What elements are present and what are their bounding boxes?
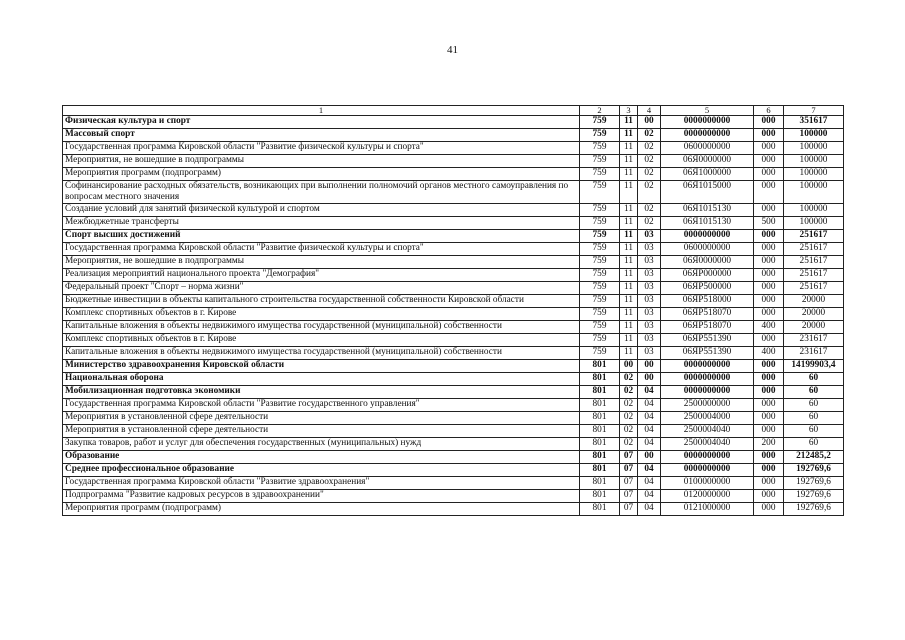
row-name-cell: Мобилизационная подготовка экономики	[63, 386, 580, 399]
table-row	[63, 373, 844, 386]
row-name-cell: Федеральный проект "Спорт – норма жизни"	[63, 282, 580, 295]
subsection-code-cell: 04	[638, 503, 661, 516]
section-code-cell: 11	[620, 269, 638, 282]
section-code-cell: 07	[620, 464, 638, 477]
table-row	[63, 490, 844, 503]
ministry-code-cell: 801	[580, 451, 620, 464]
table-row	[63, 282, 844, 295]
amount-cell: 100000	[784, 142, 844, 155]
row-name-cell: Подпрограмма "Развитие кадровых ресурсов в здравоохранении"	[63, 490, 580, 503]
row-name-cell: Государственная программа Кировской области "Развитие государственного управления"	[63, 399, 580, 412]
amount-cell: 100000	[784, 155, 844, 168]
amount-cell: 60	[784, 386, 844, 399]
section-code-cell: 11	[620, 334, 638, 347]
row-name-cell: Мероприятия в установленной сфере деятельности	[63, 425, 580, 438]
column-number-3: 3	[620, 106, 638, 116]
row-name-cell: Реализация мероприятий национального проекта "Демография"	[63, 269, 580, 282]
row-name-cell: Массовый спорт	[63, 129, 580, 142]
target-article-cell: 2500004040	[661, 425, 754, 438]
ministry-code-cell: 801	[580, 425, 620, 438]
expense-type-cell: 000	[754, 142, 784, 155]
expense-type-cell: 000	[754, 256, 784, 269]
amount-cell: 251617	[784, 269, 844, 282]
table-row	[63, 129, 844, 142]
row-name-cell: Спорт высших достижений	[63, 230, 580, 243]
ministry-code-cell: 759	[580, 295, 620, 308]
section-code-cell: 11	[620, 230, 638, 243]
table-row	[63, 386, 844, 399]
section-code-cell: 11	[620, 116, 638, 129]
ministry-code-cell: 801	[580, 386, 620, 399]
subsection-code-cell: 03	[638, 230, 661, 243]
target-article-cell: 0000000000	[661, 451, 754, 464]
target-article-cell: 06ЯР518070	[661, 308, 754, 321]
table-row	[63, 425, 844, 438]
amount-cell: 251617	[784, 243, 844, 256]
target-article-cell: 06Я1015000	[661, 181, 754, 204]
amount-cell: 20000	[784, 308, 844, 321]
target-article-cell: 06Я1015130	[661, 217, 754, 230]
table-row	[63, 360, 844, 373]
subsection-code-cell: 02	[638, 129, 661, 142]
ministry-code-cell: 759	[580, 243, 620, 256]
row-name-cell: Комплекс спортивных объектов в г. Кирове	[63, 334, 580, 347]
row-name-cell: Мероприятия, не вошедшие в подпрограммы	[63, 256, 580, 269]
subsection-code-cell: 03	[638, 243, 661, 256]
table-row	[63, 295, 844, 308]
row-name-cell: Создание условий для занятий физической культурой и спортом	[63, 204, 580, 217]
section-code-cell: 11	[620, 142, 638, 155]
amount-cell: 192769,6	[784, 477, 844, 490]
section-code-cell: 07	[620, 477, 638, 490]
ministry-code-cell: 759	[580, 168, 620, 181]
expense-type-cell: 000	[754, 269, 784, 282]
section-code-cell: 11	[620, 282, 638, 295]
section-code-cell: 11	[620, 295, 638, 308]
row-name-cell: Физическая культура и спорт	[63, 116, 580, 129]
target-article-cell: 0121000000	[661, 503, 754, 516]
section-code-cell: 11	[620, 321, 638, 334]
table-row	[63, 503, 844, 516]
amount-cell: 192769,6	[784, 464, 844, 477]
target-article-cell: 0600000000	[661, 142, 754, 155]
subsection-code-cell: 03	[638, 347, 661, 360]
section-code-cell: 11	[620, 204, 638, 217]
subsection-code-cell: 02	[638, 204, 661, 217]
table-row	[63, 321, 844, 334]
subsection-code-cell: 03	[638, 256, 661, 269]
expense-type-cell: 000	[754, 477, 784, 490]
row-name-cell: Софинансирование расходных обязательств, возникающих при выполнении полномочий органов местного самоуправления по вопросам местного значения	[63, 181, 580, 204]
column-number-row	[63, 106, 844, 116]
ministry-code-cell: 801	[580, 503, 620, 516]
section-code-cell: 07	[620, 503, 638, 516]
amount-cell: 192769,6	[784, 490, 844, 503]
section-code-cell: 02	[620, 412, 638, 425]
expense-type-cell: 000	[754, 386, 784, 399]
row-name-cell: Министерство здравоохранения Кировской области	[63, 360, 580, 373]
target-article-cell: 06ЯР551390	[661, 334, 754, 347]
amount-cell: 192769,6	[784, 503, 844, 516]
table-row	[63, 168, 844, 181]
page-number: 41	[447, 44, 458, 56]
subsection-code-cell: 02	[638, 155, 661, 168]
ministry-code-cell: 759	[580, 129, 620, 142]
ministry-code-cell: 801	[580, 399, 620, 412]
subsection-code-cell: 03	[638, 295, 661, 308]
amount-cell: 60	[784, 373, 844, 386]
amount-cell: 251617	[784, 230, 844, 243]
target-article-cell: 06Я0000000	[661, 155, 754, 168]
row-name-cell: Мероприятия программ (подпрограмм)	[63, 168, 580, 181]
section-code-cell: 02	[620, 425, 638, 438]
target-article-cell: 2500004000	[661, 412, 754, 425]
table-row	[63, 412, 844, 425]
column-number-6: 6	[754, 106, 784, 116]
ministry-code-cell: 759	[580, 142, 620, 155]
amount-cell: 100000	[784, 168, 844, 181]
ministry-code-cell: 759	[580, 269, 620, 282]
amount-cell: 351617	[784, 116, 844, 129]
expense-type-cell: 400	[754, 347, 784, 360]
subsection-code-cell: 03	[638, 321, 661, 334]
row-name-cell: Капитальные вложения в объекты недвижимого имущества государственной (муниципальной) собственности	[63, 347, 580, 360]
expense-type-cell: 000	[754, 464, 784, 477]
section-code-cell: 02	[620, 438, 638, 451]
expense-type-cell: 000	[754, 490, 784, 503]
ministry-code-cell: 759	[580, 321, 620, 334]
subsection-code-cell: 04	[638, 477, 661, 490]
target-article-cell: 0000000000	[661, 386, 754, 399]
subsection-code-cell: 00	[638, 116, 661, 129]
target-article-cell: 06Я0000000	[661, 256, 754, 269]
row-name-cell: Государственная программа Кировской области "Развитие здравоохранения"	[63, 477, 580, 490]
amount-cell: 100000	[784, 204, 844, 217]
target-article-cell: 2500000000	[661, 399, 754, 412]
row-name-cell: Среднее профессиональное образование	[63, 464, 580, 477]
expense-type-cell: 000	[754, 412, 784, 425]
table-row	[63, 308, 844, 321]
subsection-code-cell: 00	[638, 451, 661, 464]
section-code-cell: 11	[620, 129, 638, 142]
ministry-code-cell: 759	[580, 282, 620, 295]
subsection-code-cell: 02	[638, 168, 661, 181]
section-code-cell: 02	[620, 386, 638, 399]
section-code-cell: 11	[620, 168, 638, 181]
target-article-cell: 06ЯР000000	[661, 269, 754, 282]
amount-cell: 251617	[784, 282, 844, 295]
target-article-cell: 0000000000	[661, 230, 754, 243]
column-number-2: 2	[580, 106, 620, 116]
subsection-code-cell: 02	[638, 217, 661, 230]
subsection-code-cell: 03	[638, 269, 661, 282]
section-code-cell: 11	[620, 256, 638, 269]
row-name-cell: Межбюджетные трансферты	[63, 217, 580, 230]
section-code-cell: 11	[620, 308, 638, 321]
expense-type-cell: 000	[754, 399, 784, 412]
expense-type-cell: 500	[754, 217, 784, 230]
expense-type-cell: 000	[754, 295, 784, 308]
expense-type-cell: 000	[754, 155, 784, 168]
table-row	[63, 217, 844, 230]
expense-type-cell: 000	[754, 129, 784, 142]
target-article-cell: 0000000000	[661, 464, 754, 477]
section-code-cell: 11	[620, 347, 638, 360]
ministry-code-cell: 759	[580, 308, 620, 321]
row-name-cell: Государственная программа Кировской области "Развитие физической культуры и спорта"	[63, 142, 580, 155]
subsection-code-cell: 04	[638, 399, 661, 412]
subsection-code-cell: 04	[638, 425, 661, 438]
table-row	[63, 256, 844, 269]
row-name-cell: Образование	[63, 451, 580, 464]
row-name-cell: Национальная оборона	[63, 373, 580, 386]
table-row	[63, 477, 844, 490]
ministry-code-cell: 759	[580, 204, 620, 217]
target-article-cell: 0100000000	[661, 477, 754, 490]
amount-cell: 20000	[784, 295, 844, 308]
subsection-code-cell: 04	[638, 490, 661, 503]
amount-cell: 251617	[784, 256, 844, 269]
subsection-code-cell: 04	[638, 412, 661, 425]
table-row	[63, 334, 844, 347]
expense-type-cell: 000	[754, 168, 784, 181]
target-article-cell: 06ЯР518070	[661, 321, 754, 334]
amount-cell: 14199903,4	[784, 360, 844, 373]
target-article-cell: 0000000000	[661, 129, 754, 142]
ministry-code-cell: 759	[580, 116, 620, 129]
row-name-cell: Капитальные вложения в объекты недвижимого имущества государственной (муниципальной) собственности	[63, 321, 580, 334]
amount-cell: 231617	[784, 334, 844, 347]
target-article-cell: 0000000000	[661, 373, 754, 386]
ministry-code-cell: 759	[580, 256, 620, 269]
subsection-code-cell: 04	[638, 386, 661, 399]
ministry-code-cell: 801	[580, 438, 620, 451]
ministry-code-cell: 759	[580, 230, 620, 243]
row-name-cell: Мероприятия в установленной сфере деятельности	[63, 412, 580, 425]
table-row	[63, 269, 844, 282]
table-row	[63, 230, 844, 243]
row-name-cell: Бюджетные инвестиции в объекты капитального строительства государственной собственности Кировской области	[63, 295, 580, 308]
section-code-cell: 11	[620, 155, 638, 168]
section-code-cell: 00	[620, 360, 638, 373]
ministry-code-cell: 759	[580, 155, 620, 168]
table-row	[63, 142, 844, 155]
subsection-code-cell: 02	[638, 142, 661, 155]
row-name-cell: Государственная программа Кировской области "Развитие физической культуры и спорта"	[63, 243, 580, 256]
subsection-code-cell: 00	[638, 373, 661, 386]
column-number-7: 7	[784, 106, 844, 116]
target-article-cell: 0000000000	[661, 360, 754, 373]
ministry-code-cell: 759	[580, 181, 620, 204]
amount-cell: 60	[784, 425, 844, 438]
expense-type-cell: 000	[754, 451, 784, 464]
row-name-cell: Закупка товаров, работ и услуг для обеспечения государственных (муниципальных) нужд	[63, 438, 580, 451]
amount-cell: 60	[784, 399, 844, 412]
table-row	[63, 116, 844, 129]
subsection-code-cell: 03	[638, 282, 661, 295]
amount-cell: 212485,2	[784, 451, 844, 464]
ministry-code-cell: 759	[580, 347, 620, 360]
table-row	[63, 243, 844, 256]
ministry-code-cell: 801	[580, 412, 620, 425]
section-code-cell: 11	[620, 217, 638, 230]
row-name-cell: Комплекс спортивных объектов в г. Кирове	[63, 308, 580, 321]
amount-cell: 60	[784, 412, 844, 425]
target-article-cell: 06Я1015130	[661, 204, 754, 217]
table-row	[63, 204, 844, 217]
amount-cell: 60	[784, 438, 844, 451]
expense-type-cell: 000	[754, 181, 784, 204]
target-article-cell: 06Я1000000	[661, 168, 754, 181]
row-name-cell: Мероприятия, не вошедшие в подпрограммы	[63, 155, 580, 168]
expense-type-cell: 000	[754, 230, 784, 243]
expense-type-cell: 000	[754, 334, 784, 347]
table-row	[63, 347, 844, 360]
expense-type-cell: 000	[754, 204, 784, 217]
subsection-code-cell: 03	[638, 334, 661, 347]
target-article-cell: 0000000000	[661, 116, 754, 129]
section-code-cell: 02	[620, 373, 638, 386]
expense-type-cell: 000	[754, 243, 784, 256]
target-article-cell: 0120000000	[661, 490, 754, 503]
table-row	[63, 438, 844, 451]
section-code-cell: 07	[620, 451, 638, 464]
expense-type-cell: 000	[754, 282, 784, 295]
ministry-code-cell: 801	[580, 373, 620, 386]
target-article-cell: 2500004040	[661, 438, 754, 451]
amount-cell: 100000	[784, 181, 844, 204]
row-name-cell: Мероприятия программ (подпрограмм)	[63, 503, 580, 516]
expense-type-cell: 000	[754, 308, 784, 321]
table-row	[63, 155, 844, 168]
expense-type-cell: 000	[754, 425, 784, 438]
subsection-code-cell: 02	[638, 181, 661, 204]
table-row	[63, 451, 844, 464]
expense-type-cell: 000	[754, 373, 784, 386]
target-article-cell: 06ЯР500000	[661, 282, 754, 295]
target-article-cell: 06ЯР551390	[661, 347, 754, 360]
amount-cell: 20000	[784, 321, 844, 334]
column-number-1: 1	[63, 106, 580, 116]
section-code-cell: 02	[620, 399, 638, 412]
ministry-code-cell: 759	[580, 334, 620, 347]
amount-cell: 100000	[784, 129, 844, 142]
budget-table	[62, 105, 844, 516]
amount-cell: 100000	[784, 217, 844, 230]
ministry-code-cell: 801	[580, 360, 620, 373]
section-code-cell: 11	[620, 243, 638, 256]
expense-type-cell: 200	[754, 438, 784, 451]
expense-type-cell: 400	[754, 321, 784, 334]
target-article-cell: 06ЯР518000	[661, 295, 754, 308]
table-row	[63, 181, 844, 204]
subsection-code-cell: 04	[638, 438, 661, 451]
amount-cell: 231617	[784, 347, 844, 360]
table-row	[63, 399, 844, 412]
subsection-code-cell: 00	[638, 360, 661, 373]
column-number-5: 5	[661, 106, 754, 116]
expense-type-cell: 000	[754, 503, 784, 516]
subsection-code-cell: 03	[638, 308, 661, 321]
ministry-code-cell: 759	[580, 217, 620, 230]
table-row	[63, 464, 844, 477]
target-article-cell: 0600000000	[661, 243, 754, 256]
ministry-code-cell: 801	[580, 477, 620, 490]
ministry-code-cell: 801	[580, 490, 620, 503]
column-number-4: 4	[638, 106, 661, 116]
budget-table-body	[63, 106, 844, 516]
expense-type-cell: 000	[754, 360, 784, 373]
section-code-cell: 11	[620, 181, 638, 204]
section-code-cell: 07	[620, 490, 638, 503]
subsection-code-cell: 04	[638, 464, 661, 477]
expense-type-cell: 000	[754, 116, 784, 129]
ministry-code-cell: 801	[580, 464, 620, 477]
